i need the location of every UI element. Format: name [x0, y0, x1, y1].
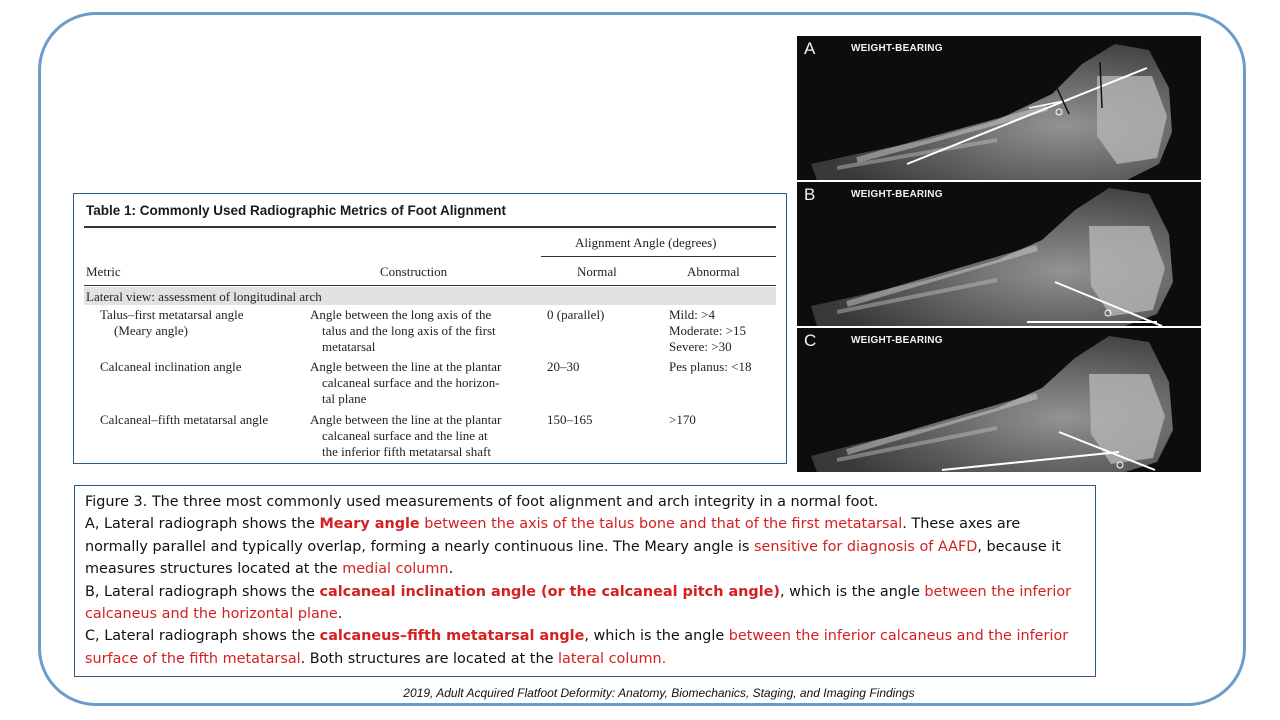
- foot-xray-image-a: [797, 36, 1201, 180]
- col-header-metric: Metric: [86, 264, 121, 279]
- alignment-metrics-table: [73, 193, 787, 464]
- caption-text: B, Lateral radiograph shows the: [85, 583, 320, 600]
- caption-text: A, Lateral radiograph shows the: [85, 516, 320, 533]
- caption-highlight: medial column: [342, 561, 449, 578]
- row-metric: Talus–first metatarsal angle: [100, 307, 244, 322]
- source-citation: 2019, Adult Acquired Flatfoot Deformity: Anatomy, Biomechanics, Staging, and Imaging Findings: [403, 686, 915, 700]
- table-top-rule: [84, 226, 776, 228]
- row-construction: Angle between the long axis of the: [310, 307, 492, 322]
- header-bottom-rule: [84, 285, 776, 286]
- caption-intro: Figure 3. The three most commonly used measurements of foot alignment and arch integrity in a normal foot.: [85, 494, 879, 510]
- col-header-normal: Normal: [577, 264, 617, 279]
- caption-highlight-bold: calcaneus–fifth metatarsal angle: [319, 628, 585, 645]
- caption-highlight-bold: calcaneal inclination angle (or the calcaneal pitch angle): [319, 583, 780, 600]
- row-construction: Angle between the line at the plantar: [310, 359, 502, 374]
- row-abnormal: Mild: >4: [669, 307, 715, 322]
- row-metric: (Meary angle): [114, 323, 188, 338]
- row-construction: the inferior fifth metatarsal shaft: [322, 444, 491, 459]
- row-construction: talus and the long axis of the first: [322, 323, 496, 338]
- col-header-abnormal: Abnormal: [687, 264, 740, 279]
- foot-xray-image-c: [797, 328, 1201, 472]
- table-title: Table 1: Commonly Used Radiographic Metrics of Foot Alignment: [86, 203, 507, 218]
- caption-part-a: [85, 513, 1085, 580]
- radiograph-label: WEIGHT-BEARING: [851, 189, 943, 200]
- figure-caption: [74, 485, 1096, 677]
- section-label: Lateral view: assessment of longitudinal arch: [86, 289, 322, 304]
- caption-highlight-bold: Meary angle: [319, 516, 420, 533]
- caption-text: . These axes are normally parallel and typically overlap, forming a nearly continuous line. The Meary angle is: [85, 516, 1021, 555]
- radiograph-letter: B: [804, 185, 816, 204]
- radiograph-letter: A: [804, 39, 816, 58]
- row-construction: metatarsal: [322, 339, 376, 354]
- caption-text: .: [337, 606, 343, 623]
- radiograph-c: [797, 328, 1201, 472]
- radiograph-label: WEIGHT-BEARING: [851, 335, 943, 346]
- caption-text: .: [448, 561, 454, 578]
- caption-text: , because it measures structures located at the: [85, 538, 1061, 578]
- caption-highlight: between the inferior calcaneus and the inferior surface of the fifth metatarsal: [85, 628, 1069, 667]
- row-abnormal: >170: [669, 412, 696, 427]
- row-construction: tal plane: [322, 391, 367, 406]
- row-metric: Calcaneal inclination angle: [100, 359, 242, 374]
- radiograph-a: [797, 36, 1201, 180]
- foot-xray-image-b: [797, 182, 1201, 326]
- group-header: Alignment Angle (degrees): [575, 235, 717, 250]
- caption-text: . Both structures are located at the: [300, 650, 558, 667]
- row-abnormal: Moderate: >15: [669, 323, 747, 338]
- row-normal: 20–30: [547, 359, 580, 374]
- row-construction: calcaneal surface and the horizon-: [322, 375, 500, 390]
- caption-highlight: between the axis of the talus bone and that of the first metatarsal: [419, 516, 903, 533]
- caption-text: , which is the angle: [779, 583, 925, 600]
- radiograph-letter: C: [804, 331, 817, 350]
- row-construction: calcaneal surface and the line at: [322, 428, 488, 443]
- group-header-rule: [541, 256, 776, 257]
- caption-highlight: sensitive for diagnosis of AAFD: [753, 538, 978, 555]
- row-abnormal: Pes planus: <18: [669, 359, 752, 374]
- caption-part-b: [85, 581, 1085, 626]
- caption-highlight: between the inferior calcaneus and the horizontal plane: [85, 583, 1072, 623]
- row-metric: Calcaneal–fifth metatarsal angle: [100, 412, 269, 427]
- row-construction: Angle between the line at the plantar: [310, 412, 502, 427]
- caption-part-c: [85, 625, 1085, 670]
- caption-highlight: lateral column.: [558, 650, 667, 667]
- row-abnormal: Severe: >30: [669, 339, 732, 354]
- radiograph-b: [797, 182, 1201, 326]
- row-normal: 0 (parallel): [547, 307, 605, 322]
- caption-text: , which is the angle: [584, 628, 729, 645]
- row-normal: 150–165: [547, 412, 593, 427]
- caption-text: C, Lateral radiograph shows the: [85, 628, 320, 645]
- col-header-construction: Construction: [380, 264, 448, 279]
- radiograph-label: WEIGHT-BEARING: [851, 43, 943, 54]
